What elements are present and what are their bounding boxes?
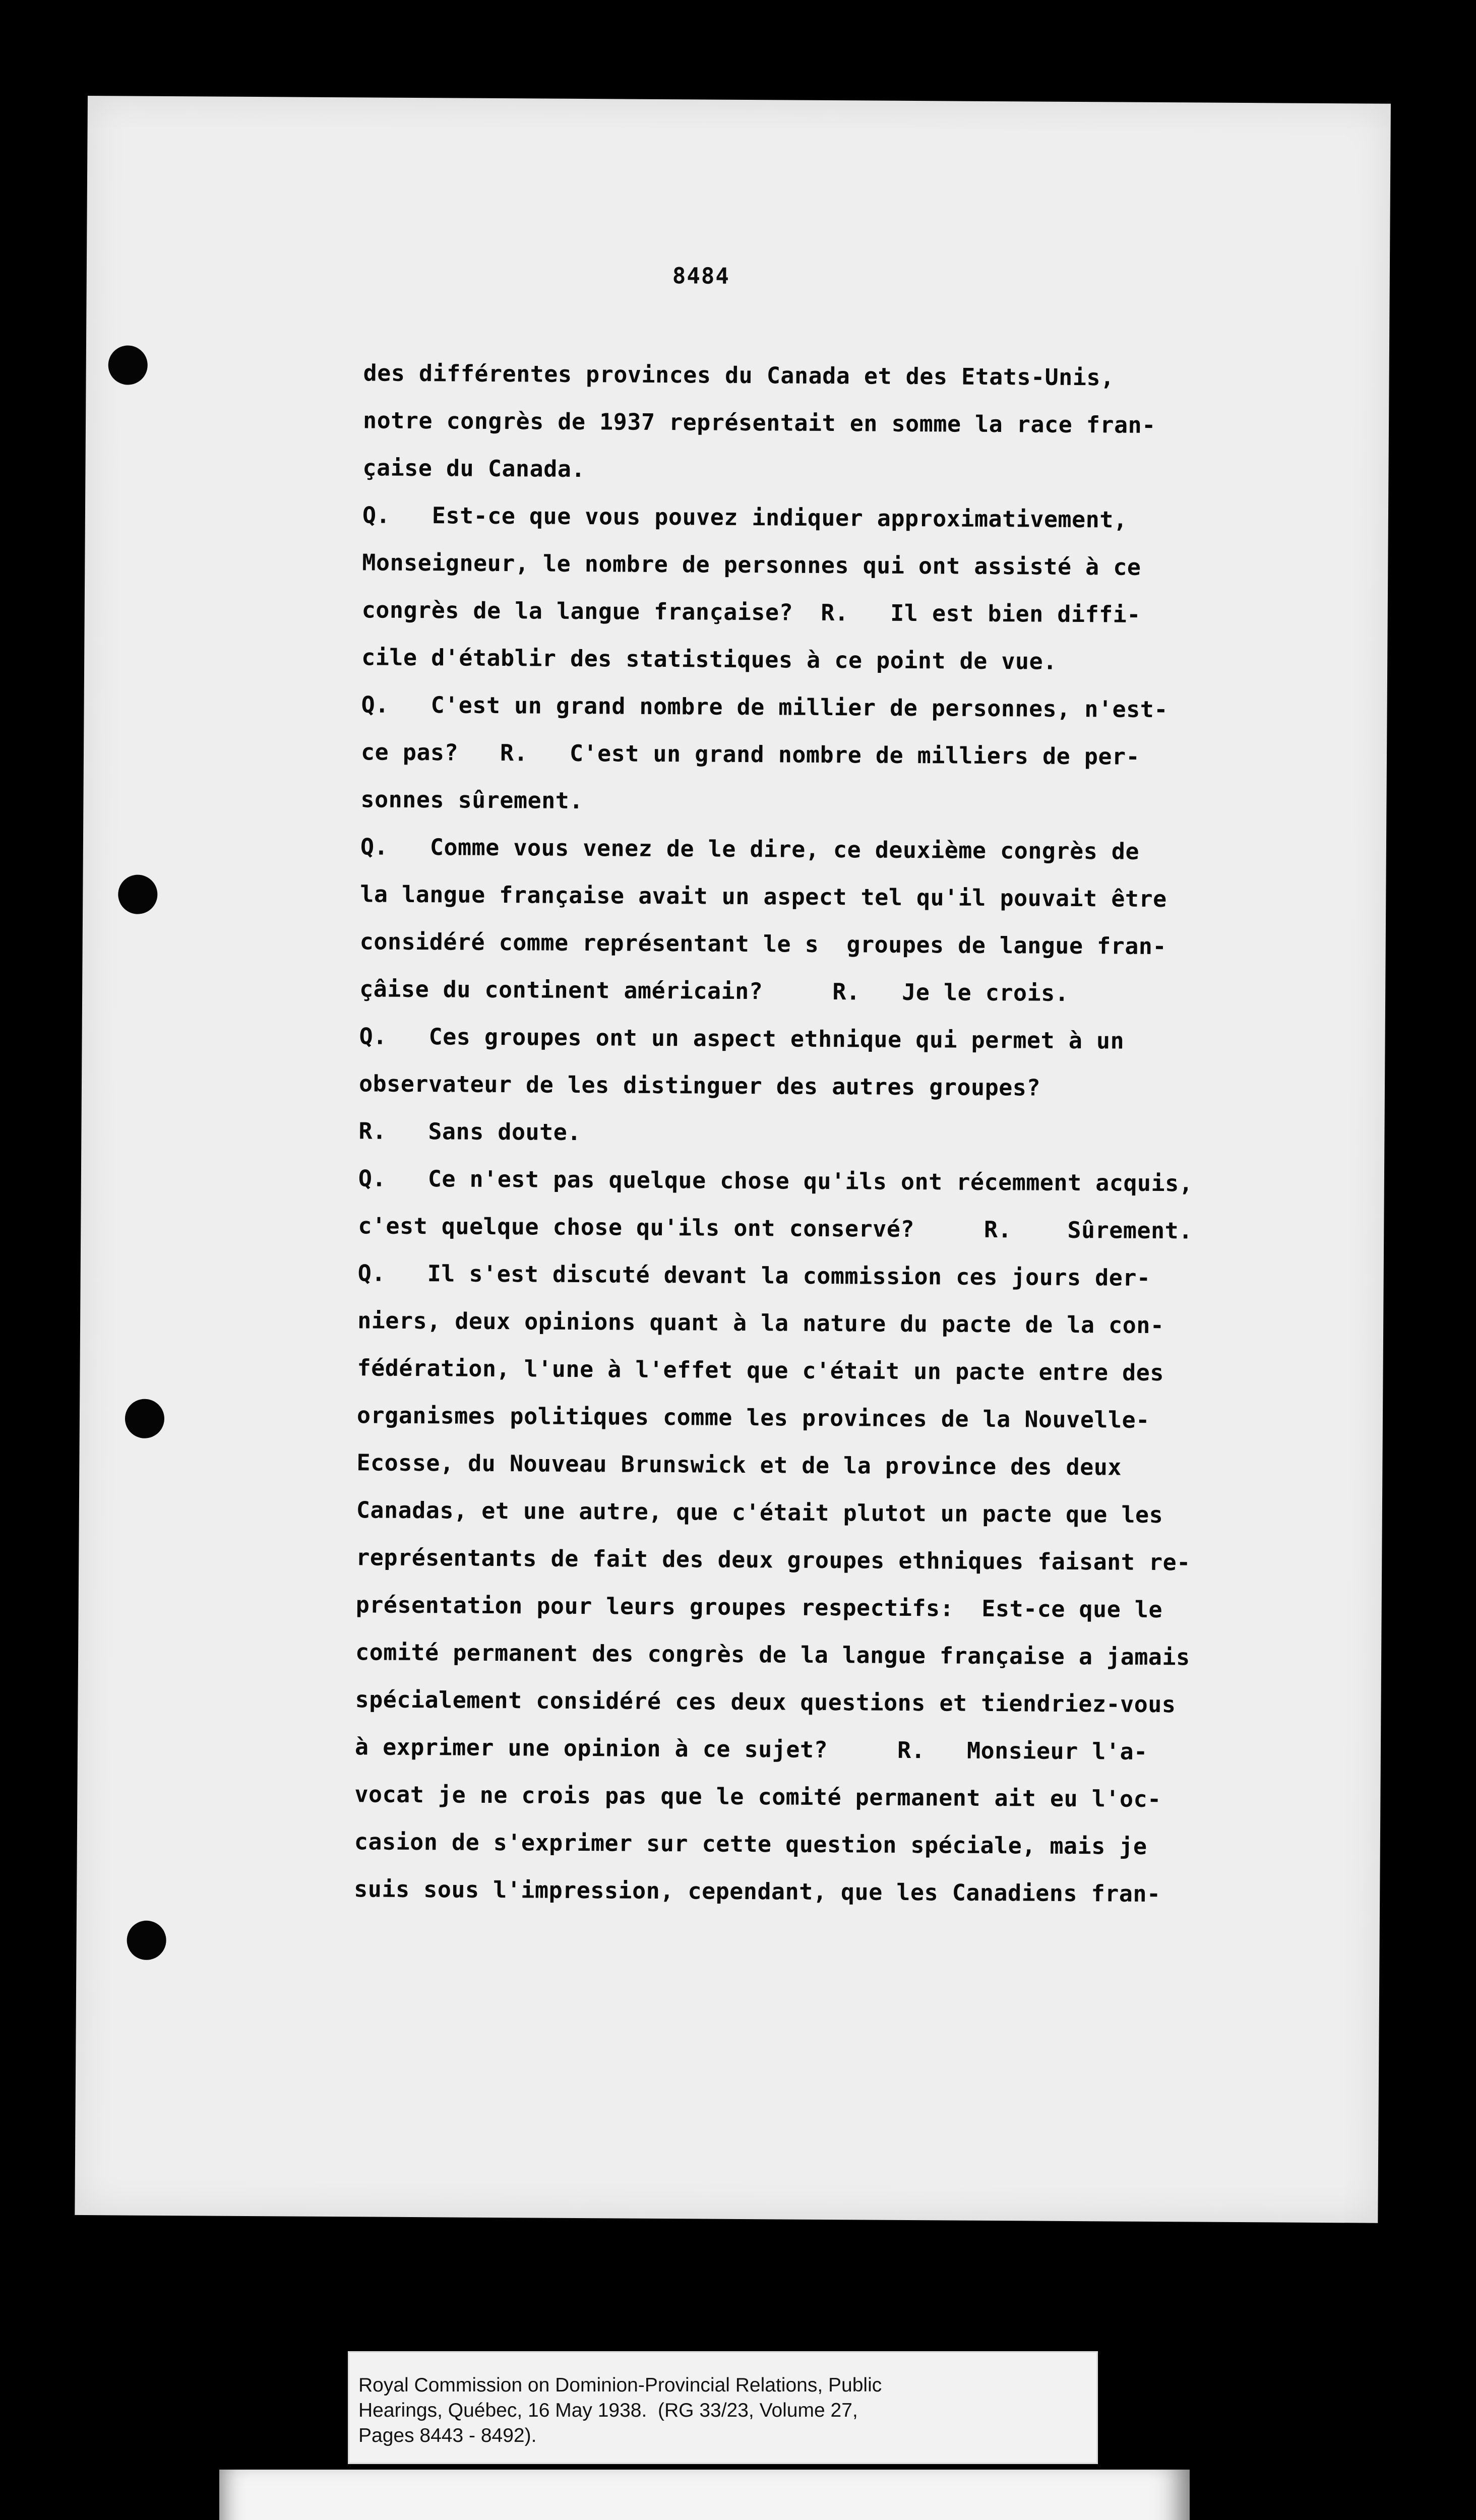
text-line: casion de s'exprimer sur cette question spéciale, mais je [354, 1828, 1147, 1860]
text-line: çâise du continent américain? R. Je le crois. [359, 975, 1069, 1006]
text-line: comité permanent des congrès de la langue française a jamais [355, 1639, 1190, 1671]
text-line: niers, deux opinions quant à la nature du pacte de la con- [357, 1307, 1164, 1339]
text-line: sonnes sûrement. [360, 786, 584, 814]
text-line: spécialement considéré ces deux questions et tiendriez-vous [355, 1686, 1176, 1718]
text-line: notre congrès de 1937 représentait en somme la race fran- [362, 407, 1156, 438]
citation-line: Royal Commission on Dominion-Provincial Relations, Public [358, 2374, 882, 2396]
text-line: c'est quelque chose qu'ils ont conservé? R. Sûrement. [358, 1212, 1193, 1244]
text-line: organismes politiques comme les provinces de la Nouvelle- [356, 1402, 1150, 1433]
text-line: à exprimer une opinion à ce sujet? R. Monsieur l'a- [354, 1733, 1148, 1765]
text-line: suis sous l'impression, cependant, que les Canadiens fran- [354, 1875, 1161, 1908]
punch-hole-1 [108, 345, 147, 385]
citation-line: Pages 8443 - 8492). [358, 2425, 537, 2446]
text-line: Canadas, et une autre, que c'était plutot un pacte que les [356, 1496, 1163, 1529]
text-line: présentation pour leurs groupes respectifs: Est-ce que le [355, 1591, 1163, 1623]
text-line: ce pas? R. C'est un grand nombre de milliers de per- [360, 738, 1140, 770]
text-line: congrès de la langue française? R. Il est bien diffi- [361, 596, 1141, 628]
typed-body [354, 349, 1331, 1919]
archives-label-card [219, 2470, 1190, 2520]
text-line: çaise du Canada. [362, 454, 586, 483]
text-line: des différentes provinces du Canada et des Etats-Unis, [363, 359, 1115, 391]
text-line: observateur de les distinguer des autres groupes? [358, 1070, 1041, 1101]
text-line: Monseigneur, le nombre de personnes qui ont assisté à ce [362, 549, 1141, 581]
text-line: Q. Il s'est discuté devant la commission ces jours der- [357, 1259, 1151, 1291]
punch-hole-4 [127, 1921, 166, 1960]
punch-hole-2 [118, 874, 157, 914]
text-line: Ecosse, du Nouveau Brunswick et de la province des deux [356, 1449, 1122, 1481]
text-line: Q. Ce n'est pas quelque chose qu'ils ont récemment acquis, [358, 1165, 1193, 1197]
text-line: fédération, l'une à l'effet que c'était un pacte entre des [357, 1354, 1164, 1387]
page-number: 8484 [672, 263, 730, 289]
text-line: représentants de fait des deux groupes ethniques faisant re- [356, 1544, 1191, 1576]
text-line: R. Sans doute. [358, 1117, 582, 1146]
text-line: considéré comme représentant le s groupes de langue fran- [359, 928, 1167, 960]
citation-line: Hearings, Québec, 16 May 1938. (RG 33/23, Volume 27, [358, 2400, 858, 2421]
text-line: Q. Comme vous venez de le dire, ce deuxième congrès de [360, 833, 1140, 865]
text-line: Q. Ces groupes ont un aspect ethnique qui permet à un [359, 1023, 1125, 1054]
text-line: la langue française avait un aspect tel qu'il pouvait être [360, 880, 1167, 913]
text-line: Q. C'est un grand nombre de millier de personnes, n'est- [361, 691, 1168, 723]
text-line: cile d'établir des statistiques à ce point de vue. [361, 644, 1057, 675]
text-line: vocat je ne crois pas que le comité permanent ait eu l'oc- [354, 1781, 1161, 1813]
punch-hole-3 [125, 1399, 164, 1438]
document-page [75, 96, 1391, 2223]
text-line: Q. Est-ce que vous pouvez indiquer approximativement, [362, 501, 1128, 533]
citation-slip [348, 2351, 1098, 2464]
